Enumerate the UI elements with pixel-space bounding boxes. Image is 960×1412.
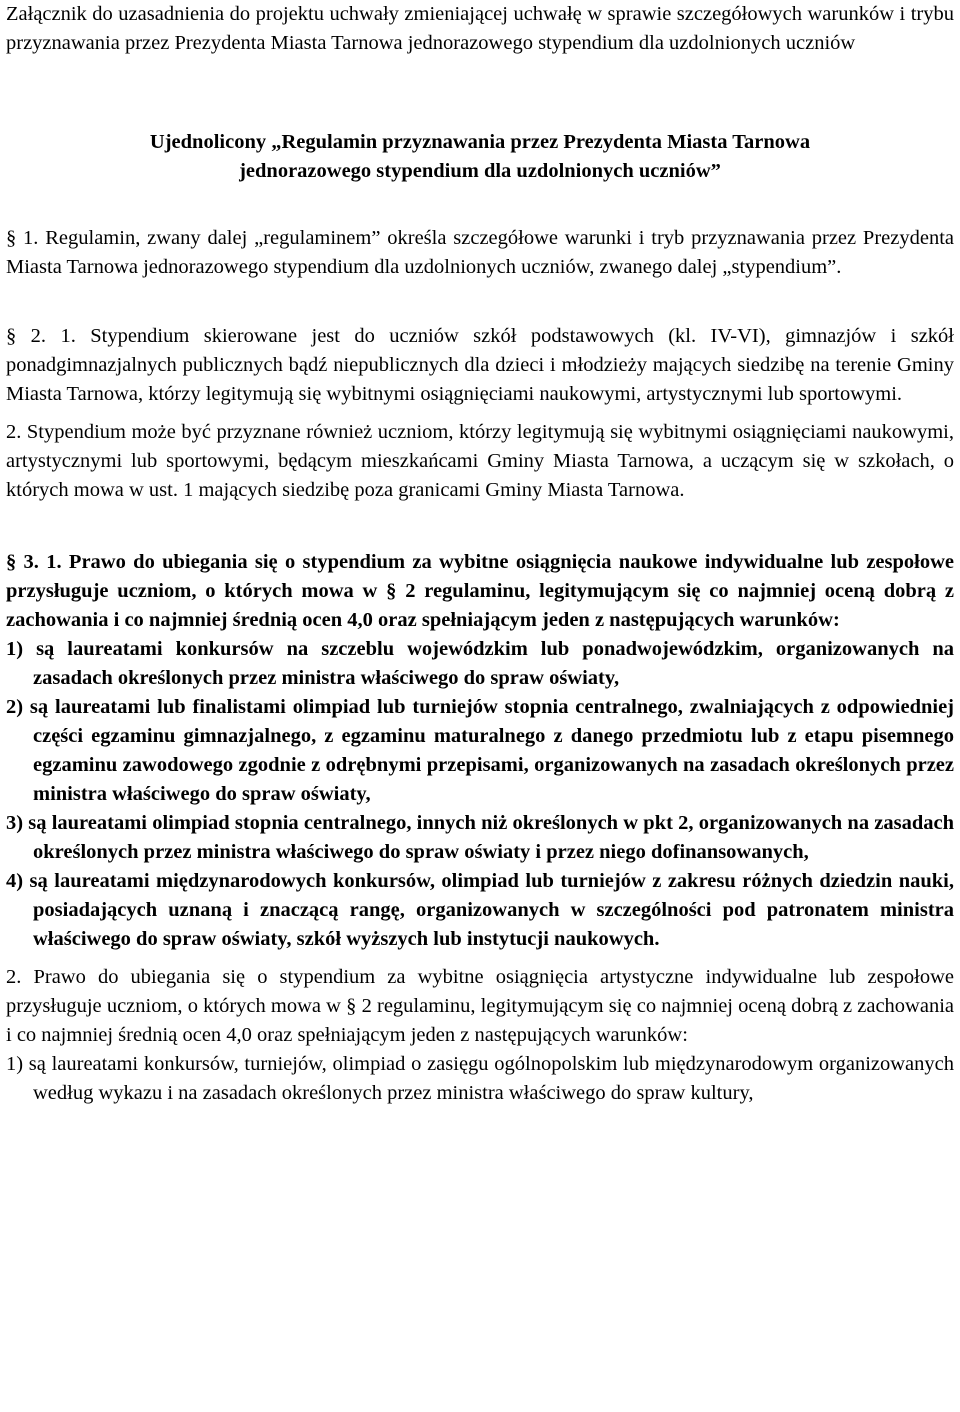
list-item: 3) są laureatami olimpiad stopnia centralnego, innych niż określonych w pkt 2, organizowanych na zasadach określonych przez ministra właściwego do spraw oświaty i przez niego dofinansowanych, [6,812,954,863]
section-3-paragraph-2 [6,963,954,1108]
regulation-title-line-2: jednorazowego stypendium dla uzdolnionych uczniów” [239,160,721,182]
document-intro: Załącznik do uzasadnienia do projektu uchwały zmieniającej uchwałę w sprawie szczegółowych warunków i trybu przyznawania przez Prezydenta Miasta Tarnowa jednorazowego stypendium dla uzdolnionych uczniów [6,3,954,54]
list-item: 2) są laureatami lub finalistami olimpiad lub turniejów stopnia centralnego, zwalniających z odpowiedniej części egzaminu gimnazjalnego, z egzaminu maturalnego z danego przedmiotu lub z etapu pisemnego egzaminu zawodowego zgodnie z odrębnymi przepisami, organizowanych na zasadach określonych przez ministra właściwego do spraw oświaty, [6,696,954,805]
section-3-paragraph-2-lead: 2. Prawo do ubiegania się o stypendium za wybitne osiągnięcia artystyczne indywidualne lub zespołowe przysługuje uczniom, o których mowa w § 2 regulaminu, legitymującym się co najmniej oceną dobrą z zachowania i co najmniej średnią ocen 4,0 oraz spełniającym jeden z następujących warunków: [6,966,954,1046]
section-2-paragraph-1: § 2. 1. Stypendium skierowane jest do uczniów szkół podstawowych (kl. IV-VI), gimnazjów i szkół ponadgimnazjalnych publicznych bądź niepublicznych dla dzieci i młodzieży mających siedzibę na terenie Gminy Miasta Tarnowa, którzy legitymują się wybitnymi osiągnięciami naukowymi, artystycznymi lub sportowymi. [6,325,954,405]
list-item: 1) są laureatami konkursów, turniejów, olimpiad o zasięgu ogólnopolskim lub międzynarodowym organizowanych według wykazu i na zasadach określonych przez ministra właściwego do spraw kultury, [6,1053,954,1104]
list-item: 1) są laureatami konkursów na szczeblu wojewódzkim lub ponadwojewódzkim, organizowanych na zasadach określonych przez ministra właściwego do spraw oświaty, [6,638,954,689]
document-page [6,0,954,1108]
section-1: § 1. Regulamin, zwany dalej „regulaminem” określa szczegółowe warunki i tryb przyznawania przez Prezydenta Miasta Tarnowa jednorazowego stypendium dla uzdolnionych uczniów, zwanego dalej „stypendium”. [6,227,954,278]
list-item: 4) są laureatami międzynarodowych konkursów, olimpiad lub turniejów z zakresu różnych dziedzin nauki, posiadających uznaną i znaczącą rangę, organizowanych w szczególności pod patronatem ministra właściwego do spraw oświaty, szkół wyższych lub instytucji naukowych. [6,870,954,950]
regulation-title-line-1: Ujednolicony „Regulamin przyznawania przez Prezydenta Miasta Tarnowa [149,131,811,153]
section-2-paragraph-2: 2. Stypendium może być przyznane również uczniom, którzy legitymują się wybitnymi osiągnięciami naukowymi, artystycznymi lub sportowymi, będącym mieszkańcami Gminy Miasta Tarnowa, a uczącym się w szkołach, o których mowa w ust. 1 mających siedzibę poza granicami Gminy Miasta Tarnowa. [6,421,954,501]
section-3-paragraph-1-lead: § 3. 1. Prawo do ubiegania się o stypendium za wybitne osiągnięcia naukowe indywidualne lub zespołowe przysługuje uczniom, o których mowa w § 2 regulaminu, legitymującym się co najmniej oceną dobrą z zachowania i co najmniej średnią ocen 4,0 oraz spełniającym jeden z następujących warunków: [6,551,954,631]
section-3-paragraph-1 [6,548,954,954]
regulation-title [6,128,954,186]
